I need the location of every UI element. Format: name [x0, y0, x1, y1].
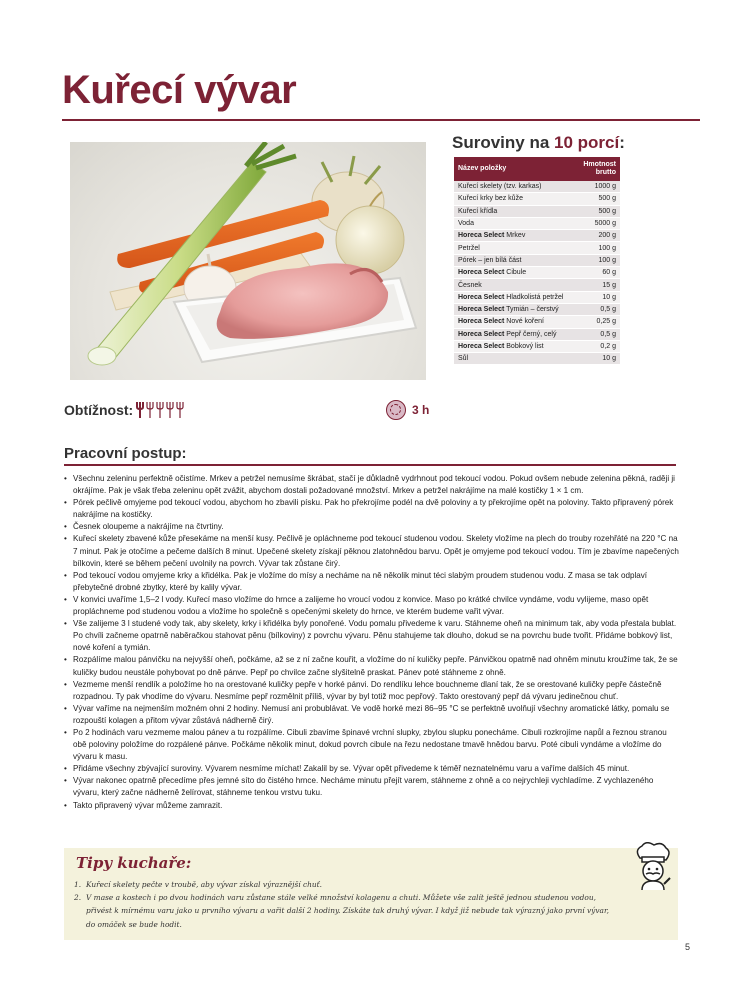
ingredient-name — [454, 353, 576, 365]
ingredient-row — [454, 353, 620, 365]
procedure-step: • Vývar nakonec opatrně přecedíme přes jemné síto do čistého hrnce. Necháme minutu přejít varem, stáhneme z ohně a co nejrychleji vychladíme. Z vychlazeného vývaru, který začne nádherně želírovat, stáhneme tenkou vrstvu tuku. — [64, 775, 680, 799]
utensils-icon — [166, 401, 174, 419]
ingredient-row — [454, 254, 620, 266]
procedure-step: • Takto připravený vývar můžeme zamrazit. — [64, 800, 680, 812]
ingredient-weight: 500 g — [576, 193, 620, 205]
tip-item — [74, 878, 614, 891]
ingredients-heading — [452, 133, 625, 153]
clock-icon — [386, 400, 406, 420]
tip-number: 2. — [74, 893, 82, 903]
ingredient-row — [454, 328, 620, 340]
ingredient-name — [454, 328, 576, 340]
ingredient-row — [454, 267, 620, 279]
procedure-heading: Pracovní postup: — [64, 445, 187, 462]
procedure-divider — [64, 464, 676, 466]
ingredients-header-row — [454, 157, 620, 181]
ingredient-label: Petržel — [458, 244, 480, 252]
procedure-step: • Vývar vaříme na nejmenším možném ohni 2 hodiny. Nemusí ani probublávat. Ve vodě horké mezi 86–95 °C se perfektně uvolňují všechny aromatické látky, pomalu se rozpouští kolagen a přitom vývar zůstává nádherně čirý. — [64, 703, 680, 727]
procedure-step: • Vše zalijeme 3 l studené vody tak, aby skelety, krky i křidélka byly ponořené. Vodu pomalu přivedeme k varu. Stáhneme oheň na minimum tak, aby voda přestala bublat. Po chvíli začneme opatrně naběračkou stahovat pěnu (bílkoviny) z povrchu vývaru. Pěnu stahujeme tak dlouho, dokud se na povrchu bude tvořit. Přidáme bobkový list, nové koření a tymián. — [64, 618, 680, 654]
col-weight-header-part: brutto — [595, 169, 616, 176]
ingredient-weight: 100 g — [576, 254, 620, 266]
ingredient-row — [454, 242, 620, 254]
procedure-step: • Přidáme všechny zbývající suroviny. Vývarem nesmíme míchat! Zakalil by se. Vývar opět přivedeme k téměř neznatelnému varu a vaříme dalších 45 minut. — [64, 763, 680, 775]
ingredient-label: Kuřecí skelety (tzv. karkas) — [458, 183, 542, 191]
procedure-step: • Kuřecí skelety zbavené kůže přesekáme na menší kusy. Pečlivě je opláchneme pod tekoucí studenou vodou. Skelety vložíme na plech do trouby rozehřáté na 220 °C na 7 minut. Pak je otočíme a pečeme dalších 8 minut. Upečené skelety získají pěknou zlatohnědou barvu. Opět je omyjeme pod tekoucí vodou. Tím je zbavíme napečených bílkovin, které se během pečení uvolnily na povrch. Vývar tak zůstane čirý. — [64, 533, 680, 569]
ingredient-label: Mrkev — [504, 232, 526, 240]
ingredient-label: Hladkolistá petržel — [504, 293, 564, 301]
ingredient-name — [454, 230, 576, 242]
ingredient-label: Pórek – jen bílá část — [458, 256, 522, 264]
ingredient-name — [454, 267, 576, 279]
ingredient-weight: 500 g — [576, 205, 620, 217]
col-name-header: Název položky — [454, 157, 576, 181]
procedure-step: • Česnek oloupeme a nakrájíme na čtvrtiny. — [64, 521, 680, 533]
ingredient-label: Nové koření — [504, 318, 544, 326]
ingredient-label: Cibule — [504, 269, 527, 277]
ingredient-row — [454, 205, 620, 217]
procedure-step: • Všechnu zeleninu perfektně očistíme. Mrkev a petržel nemusíme škrábat, stačí je důkladně vydrhnout pod tekoucí vodou. Pokud ovšem nebude zelenina pěkná, raději ji okrájíme. Pak je však třeba zeleninu opět zvážit, abychom dostali požadované množství. Mrkev a petržel nakrájíme na malé kostičky 1 × 1 cm. — [64, 473, 680, 497]
ingredient-label: Pepř černý, celý — [504, 330, 557, 338]
ingredients-table — [454, 157, 620, 365]
ingredient-row — [454, 217, 620, 229]
ingredient-brand: Horeca Select — [458, 330, 505, 338]
col-weight-header-part: Hmotnost — [583, 161, 616, 168]
ingredient-row — [454, 181, 620, 193]
ingredient-weight: 0,2 g — [576, 340, 620, 352]
tip-item — [74, 891, 614, 931]
ingredient-brand: Horeca Select — [458, 232, 505, 240]
ingredient-row — [454, 230, 620, 242]
ingredient-weight: 0,25 g — [576, 316, 620, 328]
ingredient-weight: 100 g — [576, 242, 620, 254]
utensils-icon — [136, 401, 144, 419]
ingredient-weight: 0,5 g — [576, 303, 620, 315]
ingredient-name — [454, 291, 576, 303]
ingredient-weight: 5000 g — [576, 217, 620, 229]
utensils-icon — [176, 401, 184, 419]
ingredient-label: Sůl — [458, 355, 469, 363]
ingredient-name — [454, 217, 576, 229]
ingredient-label: Kuřecí krky bez kůže — [458, 195, 523, 203]
ingredient-row — [454, 291, 620, 303]
ingredient-brand: Horeca Select — [458, 306, 505, 314]
tip-text: Kuřecí skelety pečte v troubě, aby vývar získal výraznější chuť. — [86, 880, 322, 889]
ingredient-row — [454, 279, 620, 291]
ingredient-name — [454, 254, 576, 266]
ingredient-name — [454, 340, 576, 352]
ingredient-weight: 10 g — [576, 353, 620, 365]
ingredient-name — [454, 316, 576, 328]
ingredient-weight: 1000 g — [576, 181, 620, 193]
procedure-step: • V konvici uvaříme 1,5–2 l vody. Kuřecí maso vložíme do hrnce a zalijeme ho vroucí vodou z konvice. Maso po krátké chvilce vyndáme, vodu vylijeme, maso opět propláchneme pod studenou vodou a vložíme ho společně s opečenými skelety do hrnce, ve kterém budeme vařit vývar. — [64, 594, 680, 618]
ingredient-name — [454, 242, 576, 254]
page-title: Kuřecí vývar — [62, 68, 297, 112]
chef-icon — [630, 842, 674, 892]
ingredient-label: Česnek — [458, 281, 482, 289]
ingredient-weight: 60 g — [576, 267, 620, 279]
procedure-step: • Vezmeme menší rendlík a položíme ho na orestované kuličky pepře v horké pánvi. Do rendlíku lehce bouchneme dlaní tak, že se orestované kuličky pepře částečně rozpadnou. Ty pak vhodíme do vývaru. Nesmíme pepř rozmělnit příliš, vývar by byl totiž moc pepřový. Takto orestovaný pepř dá vývaru jedinečnou chuť. — [64, 679, 680, 703]
procedure-step: • Po 2 hodinách varu vezmeme malou pánev a tu rozpálíme. Cibuli zbavíme špinavé vrchní slupky, zbylou slupku ponecháme. Cibuli rozkrojíme napůl a řeznou stranou obě poloviny položíme do rozpálené pánve. Počkáme několik minut, dokud povrch cibule na řezu nedostane tmavě hnědou barvu. Poté cibuli vyndáme a vložíme do vývaru k masu. — [64, 727, 680, 763]
ingredient-weight: 10 g — [576, 291, 620, 303]
title-divider — [62, 119, 700, 121]
col-weight-header — [576, 157, 620, 181]
procedure-step: • Rozpálíme malou pánvičku na nejvyšší oheň, počkáme, až se z ní začne kouřit, a vložíme do ní kuličky pepře. Pánvičkou opatrně nad ohněm minutu kroužíme tak, že se kuličky budou neustále pohybovat po dně pánve. Pepř po chvilce začne slyšitelně praskat. Pánev poté stáhneme z ohně. — [64, 654, 680, 678]
page-number: 5 — [685, 942, 691, 952]
ingredient-row — [454, 340, 620, 352]
tip-number: 1. — [74, 880, 82, 889]
ingredient-row — [454, 303, 620, 315]
tips-heading: Tipy kuchaře: — [76, 854, 192, 872]
ingredient-brand: Horeca Select — [458, 269, 505, 277]
chef-tips-box — [64, 848, 678, 940]
difficulty-label: Obtížnost: — [64, 402, 134, 418]
ingredients-portions: 10 porcí — [554, 133, 620, 152]
difficulty-rating — [136, 401, 184, 419]
ingredient-label: Bobkový list — [504, 343, 544, 350]
tips-list — [74, 878, 614, 931]
ingredient-brand: Horeca Select — [458, 293, 505, 301]
ingredient-weight: 15 g — [576, 279, 620, 291]
ingredient-label: Tymián – čerstvý — [504, 306, 559, 314]
utensils-icon — [156, 401, 164, 419]
ingredient-name — [454, 279, 576, 291]
tip-text: V mase a kostech i po dvou hodinách varu zůstane stále velké množství kolagenu a chuti. Můžete vše zalít ještě jednou studenou vodou, přivést k mírnému varu jako u prvního vývaru a vařit další 2 hodiny. Získáte tak druhý vývar. I když již nebude tak výrazný jako první vývar, do omáček se bude hodit. — [86, 893, 610, 929]
ingredient-brand: Horeca Select — [458, 343, 505, 350]
procedure-steps — [64, 473, 680, 812]
procedure-step: • Pod tekoucí vodou omyjeme krky a křidélka. Pak je vložíme do mísy a necháme na ně několik minut téci slabým proudem studenou vodu. Z masa se tak odplaví přebytečné drobné zbytky, které by kalily vývar. — [64, 570, 680, 594]
ingredient-brand: Horeca Select — [458, 318, 505, 326]
recipe-photo — [70, 142, 426, 380]
ingredient-weight: 200 g — [576, 230, 620, 242]
ingredient-row — [454, 193, 620, 205]
ingredients-heading-suffix: : — [619, 133, 625, 152]
ingredient-weight: 0,5 g — [576, 328, 620, 340]
procedure-step: • Pórek pečlivě omyjeme pod tekoucí vodou, abychom ho zbavili písku. Pak ho překrojíme podél na dvě poloviny a ty překrojíme opět na poloviny. Takto připravený pórek nakrájíme na kostičky. — [64, 497, 680, 521]
ingredient-name — [454, 205, 576, 217]
ingredient-name — [454, 303, 576, 315]
ingredient-name — [454, 193, 576, 205]
utensils-icon — [146, 401, 154, 419]
ingredient-label: Kuřecí křídla — [458, 207, 498, 215]
ingredients-heading-prefix: Suroviny na — [452, 133, 555, 152]
ingredient-name — [454, 181, 576, 193]
ingredient-row — [454, 316, 620, 328]
time-label: 3 h — [412, 403, 430, 417]
ingredient-label: Voda — [458, 220, 474, 228]
